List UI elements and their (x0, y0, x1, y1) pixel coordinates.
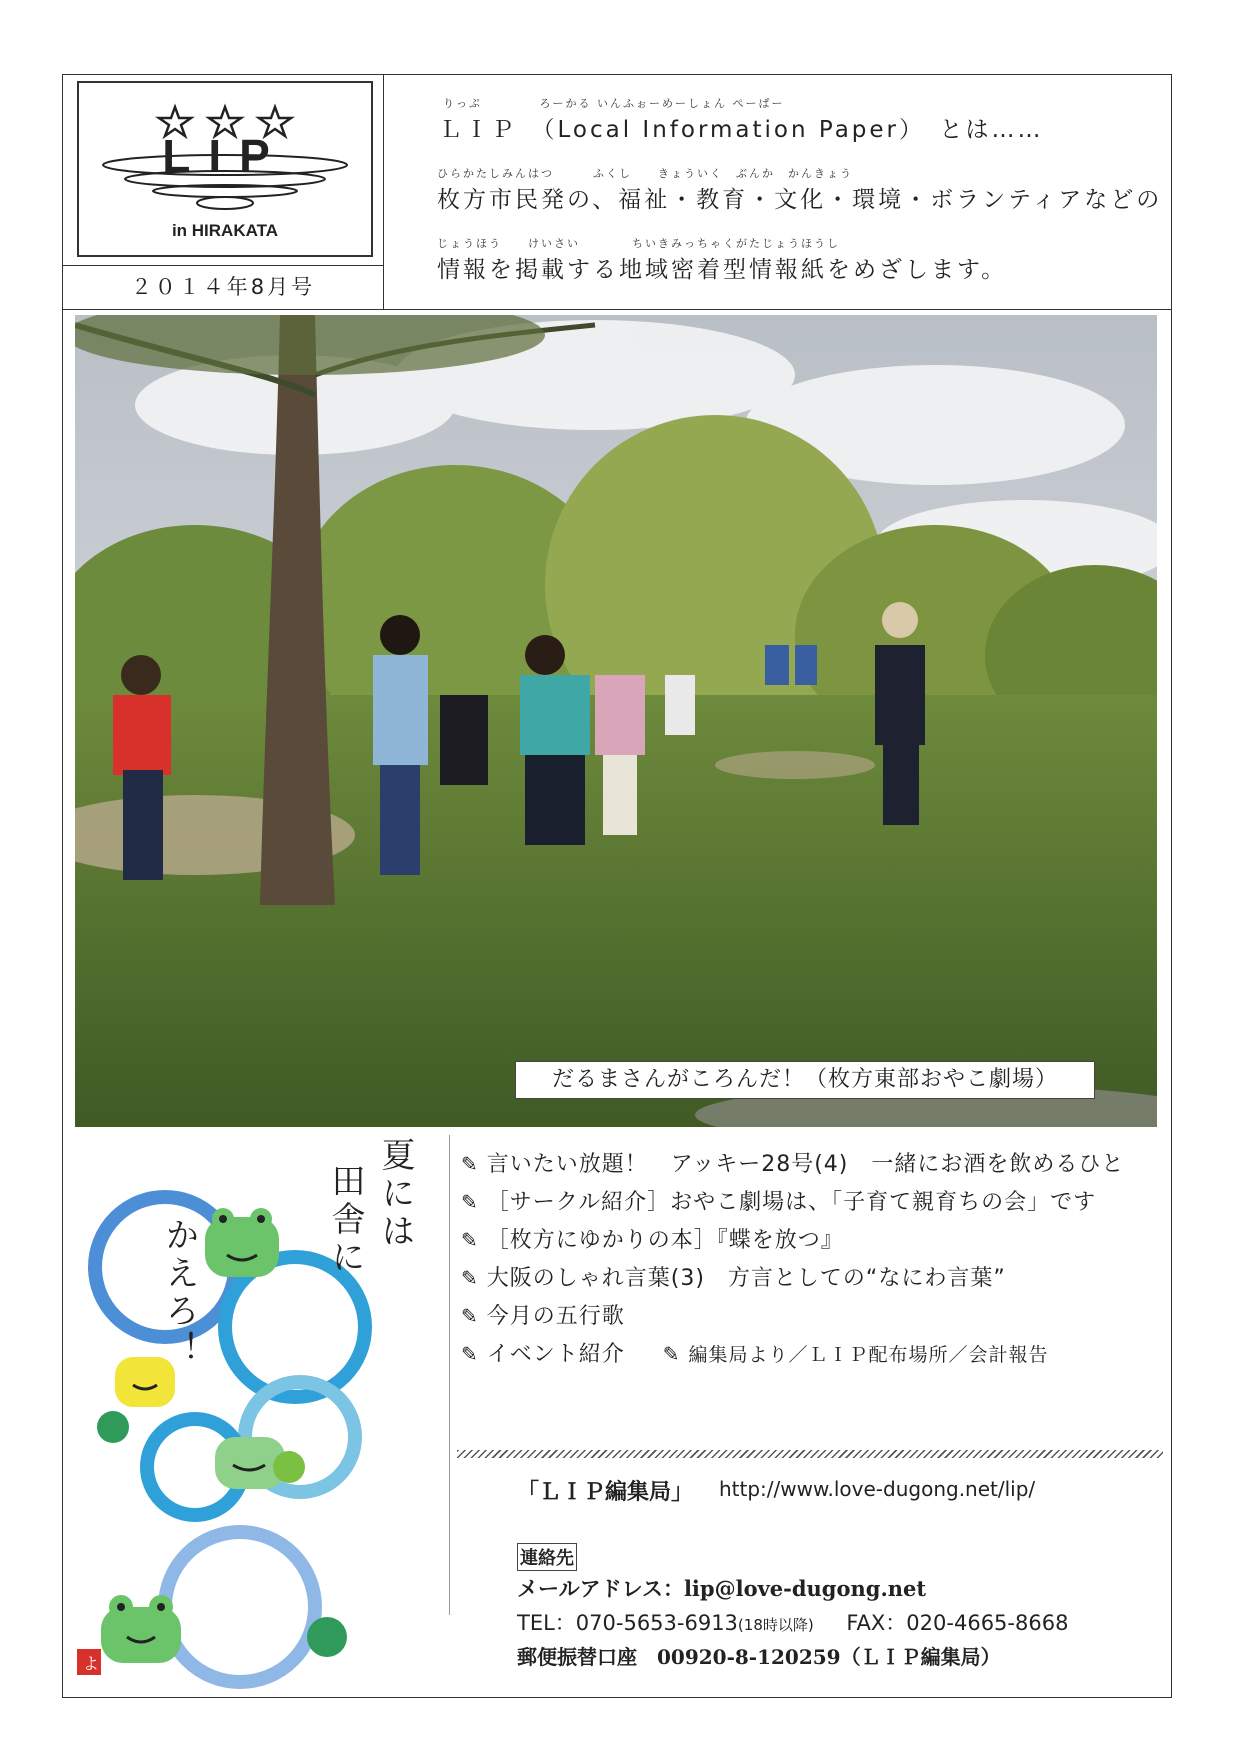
toc-divider (449, 1135, 450, 1615)
toc-item-text: ［枚方にゆかりの本］『蝶を放つ』 (486, 1228, 844, 1253)
intro-line-2 (403, 165, 1162, 214)
intro-body: 枚方市民発の、福祉・教育・文化・環境・ボランティアなどの (437, 187, 1163, 213)
park-photo (75, 315, 1157, 1127)
toc-item-text: イベント紹介 (486, 1342, 625, 1367)
pencil-icon: ✎ (461, 1266, 479, 1290)
tel-note: (18時以降) (737, 1616, 814, 1634)
intro-line-1 (403, 95, 1044, 144)
ruby-text: ひらかたしみんはつ ふくし きょういく ぶんか かんきょう (437, 167, 853, 180)
pencil-icon: ✎ (662, 1342, 681, 1366)
page-frame (62, 74, 1172, 1698)
org-name: 「ＬＩＰ編集局」 (517, 1479, 694, 1505)
seal-text: よ (82, 1654, 99, 1673)
toc-item (461, 1299, 625, 1330)
ruby-text: じょうほう けいさい ちいきみっちゃくがたじょうほうし (437, 237, 840, 250)
summer-illustration (75, 1137, 451, 1689)
lip-logo (77, 81, 373, 257)
logo-cell (63, 75, 384, 309)
cover-photo (75, 315, 1157, 1127)
toc-item-text: 今月の五行歌 (486, 1304, 625, 1329)
ruby-text: りっぷ ろーかる いんふぉーめーしょん ぺーぱー (443, 97, 785, 110)
website-link[interactable]: http://www.love-dugong.net/lip/ (719, 1477, 1036, 1501)
photo-caption: だるまさんがころんだ！（枚方東部おやこ劇場） (515, 1061, 1095, 1099)
pencil-icon: ✎ (461, 1190, 479, 1214)
postal-account: 郵便振替口座 00920-8-120259（ＬＩＰ編集局） (517, 1645, 1001, 1669)
dashed-separator (457, 1450, 1163, 1458)
frog-icon (205, 1208, 279, 1277)
poem-line-2: 田舎に (325, 1163, 365, 1277)
toc-item (461, 1337, 1049, 1368)
toc-item (461, 1185, 1096, 1216)
phone-number (517, 1607, 1068, 1637)
toc-item (461, 1261, 1006, 1292)
toc-item (461, 1223, 844, 1254)
leaf-icon (307, 1617, 347, 1657)
toc-item-text: 大阪のしゃれ言葉(3) 方言としての“なにわ言葉” (486, 1266, 1006, 1291)
logo-subtitle: in HIRAKATA (171, 221, 279, 240)
intro-body: 情報を掲載する地域密着型情報紙をめざします。 (437, 257, 1008, 283)
toc-item-text: 編集局より／ＬＩＰ配布場所／会計報告 (688, 1344, 1049, 1366)
tel-value: TEL：070-5653-6913 (517, 1611, 738, 1635)
pencil-icon: ✎ (461, 1152, 479, 1176)
pencil-icon: ✎ (461, 1228, 479, 1252)
contact-heading: 連絡先 (517, 1543, 577, 1571)
intro-text (403, 75, 1163, 309)
pencil-icon: ✎ (461, 1342, 479, 1366)
poem-line-1: 夏には (375, 1137, 415, 1251)
fax-number: FAX：020-4665-8668 (846, 1611, 1069, 1635)
toc-item-text: 言いたい放題！ アッキー28号(4) 一緒にお酒を飲めるひと (486, 1152, 1125, 1177)
intro-title: ＬＩＰ （Local Information Paper） とは…… (439, 117, 1044, 143)
email-address[interactable]: メールアドレス：lip@love-dugong.net (517, 1576, 927, 1601)
poem-line-3: かえろ！ (159, 1217, 199, 1369)
issue-date: ２０１４年8月号 (63, 265, 383, 309)
frog-icon (215, 1437, 305, 1489)
pencil-icon: ✎ (461, 1304, 479, 1328)
leaf-icon (97, 1411, 129, 1443)
logo-text: LIP (162, 130, 288, 182)
toc-item (461, 1147, 1124, 1178)
toc-item-text: ［サークル紹介］おやこ劇場は、「子育て親育ちの会」です (486, 1190, 1097, 1215)
intro-line-3 (403, 235, 1007, 284)
masthead (63, 75, 1171, 310)
frog-icon (101, 1595, 181, 1663)
